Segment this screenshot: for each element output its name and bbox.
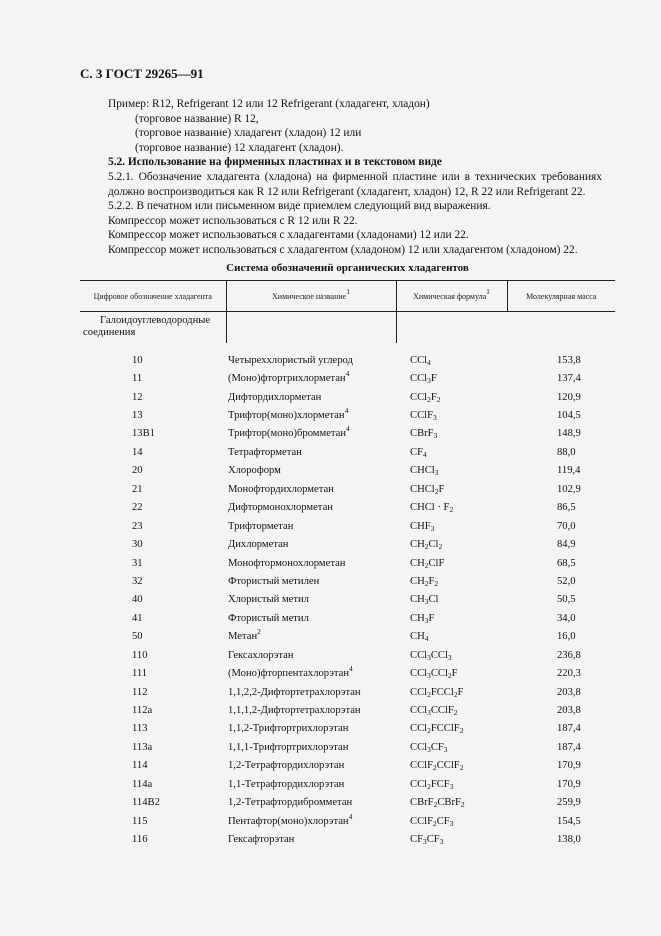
formula-cell	[396, 572, 507, 590]
refrigerant-code-cell: 115	[132, 815, 148, 827]
molar-mass-cell: 119,4	[557, 465, 581, 477]
formula-part: 3	[433, 431, 438, 441]
column-header-chemical-name-text: Химическое название	[272, 291, 347, 301]
molar-mass-cell: 104,5	[557, 410, 581, 422]
formula-part: CHF	[410, 520, 431, 532]
formula-part: CCl	[410, 373, 428, 385]
formula-part: 3	[427, 671, 431, 681]
formula-part: 3	[432, 413, 437, 423]
formula-cell	[396, 480, 507, 498]
formula-part: CClF	[410, 410, 433, 422]
table-row	[80, 425, 615, 443]
table-row	[80, 609, 615, 627]
formula-part: 2	[453, 689, 458, 699]
formula-part: CH	[410, 539, 425, 551]
chemical-name-cell	[226, 701, 396, 719]
formula-part: 2	[432, 818, 437, 828]
formula-part: CCl	[410, 391, 428, 403]
formula-cell	[396, 351, 507, 369]
empty-cell	[507, 312, 615, 352]
chemical-name-cell	[226, 664, 396, 682]
formula-part: FCF	[430, 778, 450, 790]
formula-cell	[396, 701, 507, 719]
formula-part: CClF	[436, 760, 460, 772]
footnote-mark: 4	[346, 424, 350, 434]
formula-part: CCl	[430, 649, 448, 661]
refrigerant-code-cell: 20	[132, 465, 143, 477]
formula-part: Cl	[428, 539, 439, 551]
formula-part: CClF	[430, 705, 454, 717]
chemical-name: Трифтор(моно)хлорметан	[228, 410, 345, 422]
chemical-name-cell	[226, 369, 396, 387]
chemical-name: 1,2-Тетрафтордихлорэтан	[228, 760, 345, 772]
column-header-code: Цифровое обозначение хладагента	[80, 281, 226, 312]
formula-part: CCl	[410, 705, 428, 717]
formula-part: 2	[427, 726, 431, 736]
formula-part: FCCl	[430, 686, 454, 698]
formula-part: CCl	[410, 649, 428, 661]
formula-part: 3	[447, 652, 452, 662]
formula-cell	[396, 628, 507, 646]
molar-mass-cell: 50,5	[557, 594, 576, 606]
formula-part: CH	[410, 575, 425, 587]
formula-cell	[396, 720, 507, 738]
column-rule	[396, 306, 397, 343]
chemical-name: 1,1,1-Трифтортрихлорэтан	[228, 741, 349, 753]
formula-part: 3	[422, 837, 427, 847]
chemical-name: Тетрафторметан	[228, 446, 302, 458]
molar-mass-cell: 203,8	[557, 705, 581, 717]
formula-part: 3	[439, 837, 444, 847]
molar-mass-cell: 138,0	[557, 834, 581, 846]
table-row	[80, 757, 615, 775]
column-header-chemical-name	[226, 281, 396, 312]
chemical-name: Пентафтор(моно)хлорэтан	[228, 815, 349, 827]
table-row	[80, 388, 615, 406]
chemical-name-cell	[226, 480, 396, 498]
molar-mass-cell: 220,3	[557, 668, 581, 680]
document-body	[80, 97, 602, 258]
refrigerant-code-cell: 113	[132, 723, 148, 735]
refrigerant-code-cell: 114	[132, 760, 148, 772]
table-row	[80, 683, 615, 701]
formula-part: 2	[434, 486, 439, 496]
formula-part: 2	[459, 763, 464, 773]
empty-cell	[226, 312, 396, 352]
column-header-formula	[396, 281, 507, 312]
formula-part: 2	[459, 726, 464, 736]
formula-part: F	[457, 686, 464, 698]
paragraph-5-2-1: 5.2.1. Обозначение хладагента (хладона) на фирменной пластине или в технических требованиях должно воспроизводиться как R 12 или Refrigerant (хладагент, хладон) 12, R 22 или Refrigerant 22.	[108, 170, 602, 198]
chemical-name: Трифтор(моно)бромметан	[228, 428, 347, 440]
chemical-name: (Моно)фтортрихлорметан	[228, 373, 346, 385]
refrigerant-code-cell: 12	[132, 391, 143, 403]
column-rule	[226, 306, 227, 343]
molar-mass-cell: 16,0	[557, 631, 576, 643]
chemical-name-cell	[226, 443, 396, 461]
formula-part: 3	[427, 376, 431, 386]
refrigerant-code-cell: 111	[132, 668, 148, 680]
formula-cell	[396, 775, 507, 793]
table-row	[80, 535, 615, 553]
table-row	[80, 738, 615, 756]
formula-part: CClF	[410, 760, 433, 772]
formula-part: F	[451, 668, 458, 680]
table-title: Система обозначений органических хладагентов	[226, 262, 469, 274]
molar-mass-cell: 187,4	[557, 741, 581, 753]
chemical-name-cell	[226, 775, 396, 793]
chemical-name: (Моно)фторпентахлорэтан	[228, 668, 350, 680]
example-line-3: (торговое название) хладагент (хладон) 12 или	[135, 127, 362, 140]
chemical-name-cell	[226, 517, 396, 535]
formula-part: CH	[410, 594, 425, 606]
refrigerant-code-cell: 112	[132, 686, 148, 698]
table-row	[80, 443, 615, 461]
footnote-mark: 2	[257, 627, 261, 637]
molar-mass-cell: 153,8	[557, 354, 581, 366]
chemical-name-cell	[226, 554, 396, 572]
refrigerant-code-cell: 50	[132, 631, 143, 643]
chemical-name-cell	[226, 535, 396, 553]
formula-cell	[396, 406, 507, 424]
page-header: С. 3 ГОСТ 29265—91	[80, 66, 204, 81]
chemical-name-cell	[226, 609, 396, 627]
table-row	[80, 628, 615, 646]
chemical-name-cell	[226, 462, 396, 480]
column-header-molar-mass: Молекулярная масса	[507, 281, 615, 312]
formula-part: 3	[449, 818, 454, 828]
molar-mass-cell: 203,8	[557, 686, 581, 698]
formula-part: CF	[436, 815, 450, 827]
chemical-name-cell	[226, 683, 396, 701]
formula-part: CCl	[410, 354, 428, 366]
formula-part: CF	[410, 446, 423, 458]
refrigerant-code-cell: 112а	[132, 705, 153, 717]
molar-mass-cell: 70,0	[557, 520, 576, 532]
chemical-name: Трифторметан	[228, 520, 294, 532]
formula-cell	[396, 369, 507, 387]
molar-mass-cell: 84,9	[557, 539, 576, 551]
chemical-name-cell	[226, 591, 396, 609]
formula-cell	[396, 738, 507, 756]
table-row	[80, 554, 615, 572]
formula-part: ClF	[428, 557, 445, 569]
molar-mass-cell: 137,4	[557, 373, 581, 385]
formula-cell	[396, 812, 507, 830]
formula-part: 2	[427, 781, 431, 791]
table-row	[80, 499, 615, 517]
footnote-mark: 1	[346, 286, 350, 296]
column-header-formula-text: Химическая формула	[413, 291, 487, 301]
formula-part: CClF	[410, 815, 433, 827]
molar-mass-cell: 236,8	[557, 649, 581, 661]
formula-part: 3	[449, 781, 454, 791]
table-row	[80, 406, 615, 424]
refrigerant-code-cell: 32	[132, 575, 143, 587]
formula-cell	[396, 794, 507, 812]
chemical-name: Дифтордихлорметан	[228, 391, 322, 403]
formula-cell	[396, 535, 507, 553]
chemical-name-cell	[226, 794, 396, 812]
table-row	[80, 812, 615, 830]
formula-part: 2	[424, 560, 429, 570]
molar-mass-cell: 88,0	[557, 446, 576, 458]
formula-part: CH	[410, 631, 425, 643]
formula-part: CH	[410, 612, 425, 624]
table-row	[80, 462, 615, 480]
formula-cell	[396, 425, 507, 443]
formula-part: 4	[422, 449, 427, 459]
chemical-name: 1,1,2,2-Дифтортетрахлорэтан	[228, 686, 361, 698]
formula-part: CHCl · F	[410, 502, 450, 514]
refrigerant-code-cell: 21	[132, 483, 143, 495]
molar-mass-cell: 120,9	[557, 391, 581, 403]
refrigerant-code-cell: 116	[132, 834, 148, 846]
formula-part: 2	[453, 708, 458, 718]
table-row	[80, 830, 615, 848]
compressor-line-2: Компрессор может использоваться с хладагентами (хладонами) 12 или 22.	[108, 229, 469, 242]
refrigerant-code-cell: 22	[132, 502, 143, 514]
formula-part: 2	[433, 800, 438, 810]
chemical-name: Дифтормонохлорметан	[228, 502, 333, 514]
formula-part: CBrF	[410, 428, 434, 440]
formula-cell	[396, 646, 507, 664]
table-row	[80, 517, 615, 535]
chemical-name: Монофтормонохлорметан	[228, 557, 346, 569]
molar-mass-cell: 148,9	[557, 428, 581, 440]
formula-part: 2	[436, 394, 441, 404]
chemical-name: 1,1-Тетрафтордихлорэтан	[228, 778, 345, 790]
formula-part: CCl	[430, 668, 448, 680]
formula-cell	[396, 664, 507, 682]
formula-cell	[396, 499, 507, 517]
formula-part: CCl	[410, 723, 428, 735]
chemical-name: Фтористый метилен	[228, 575, 320, 587]
table-row	[80, 720, 615, 738]
formula-part: CF	[410, 834, 423, 846]
chemical-name: Дихлорметан	[228, 539, 289, 551]
footnote-mark: 4	[345, 369, 350, 379]
formula-part: 2	[438, 542, 443, 552]
chemical-name: Метан	[228, 631, 258, 643]
formula-cell	[396, 609, 507, 627]
chemical-name: Монофтордихлорметан	[228, 483, 334, 495]
chemical-name-cell	[226, 720, 396, 738]
formula-part: F	[430, 373, 437, 385]
empty-cell	[396, 312, 507, 352]
refrigerant-code-cell: 13	[132, 410, 143, 422]
table-row	[80, 480, 615, 498]
formula-part: 3	[434, 468, 439, 478]
refrigerant-table	[80, 280, 615, 849]
refrigerant-code-cell: 113а	[132, 741, 153, 753]
table-row	[80, 351, 615, 369]
footnote-mark: 4	[344, 406, 349, 416]
example-line-1: Пример: R12, Refrigerant 12 или 12 Refrigerant (хладагент, хладон)	[108, 98, 430, 110]
refrigerant-code-cell: 14	[132, 446, 143, 458]
table-row	[80, 664, 615, 682]
chemical-name-cell	[226, 425, 396, 443]
formula-part: CCl	[410, 686, 428, 698]
formula-cell	[396, 388, 507, 406]
refrigerant-code-cell: 40	[132, 594, 143, 606]
formula-part: 3	[427, 744, 431, 754]
formula-part: 3	[430, 523, 435, 533]
example-line-2: (торговое название) R 12,	[135, 112, 259, 125]
table-row	[80, 775, 615, 793]
formula-part: FCClF	[430, 723, 460, 735]
formula-part: F	[428, 612, 435, 624]
chemical-name: 1,1,1,2-Дифтортетрахлорэтан	[228, 705, 361, 717]
formula-part: CF	[426, 834, 440, 846]
footnote-mark: 4	[348, 811, 353, 821]
molar-mass-cell: 86,5	[557, 502, 576, 514]
formula-part: 3	[424, 615, 429, 625]
formula-part: 4	[424, 634, 429, 644]
formula-part: CCl	[410, 741, 428, 753]
footnote-mark: 4	[349, 664, 353, 674]
formula-cell	[396, 554, 507, 572]
formula-part: 3	[424, 597, 429, 607]
formula-cell	[396, 462, 507, 480]
molar-mass-cell: 170,9	[557, 760, 581, 772]
section-heading: 5.2. Использование на фирменных пластинах и в текстовом виде	[108, 156, 442, 169]
formula-part: Cl	[428, 594, 439, 606]
formula-part: 2	[424, 542, 429, 552]
refrigerant-code-cell: 110	[132, 649, 148, 661]
formula-cell	[396, 443, 507, 461]
formula-part: CBrF	[410, 797, 434, 809]
formula-part: 2	[449, 505, 454, 515]
formula-part: 4	[427, 357, 431, 367]
formula-part: CCl	[410, 778, 428, 790]
compressor-line-3: Компрессор может использоваться с хладагентом (хладоном) 12 или хладагентом (хладоном) 22.	[108, 243, 578, 256]
chemical-name-cell	[226, 738, 396, 756]
formula-part: CHCl	[410, 465, 435, 477]
chemical-name: Фтористый метил	[228, 612, 309, 624]
chemical-name-cell	[226, 499, 396, 517]
formula-cell	[396, 591, 507, 609]
refrigerant-code-cell: 114B2	[132, 797, 160, 809]
molar-mass-cell: 170,9	[557, 778, 581, 790]
molar-mass-cell: 154,5	[557, 815, 581, 827]
refrigerant-code-cell: 13B1	[132, 428, 155, 440]
chemical-name-cell	[226, 388, 396, 406]
table-row	[80, 369, 615, 387]
table-body	[80, 312, 615, 849]
formula-part: CHCl	[410, 483, 435, 495]
formula-part: F	[438, 483, 445, 495]
molar-mass-cell: 52,0	[557, 575, 576, 587]
compressor-line-1: Компрессор может использоваться с R 12 или R 22.	[108, 214, 358, 227]
chemical-name: Гексахлорэтан	[228, 649, 294, 661]
formula-part: 2	[424, 578, 429, 588]
table-row	[80, 701, 615, 719]
refrigerant-code-cell: 23	[132, 520, 143, 532]
formula-part: 2	[427, 689, 431, 699]
refrigerant-code-cell: 10	[132, 354, 143, 366]
refrigerant-code-cell: 41	[132, 612, 143, 624]
formula-part: 2	[460, 800, 465, 810]
molar-mass-cell: 102,9	[557, 483, 581, 495]
example-line-4: (торговое название) 12 хладагент (хладон).	[135, 141, 344, 154]
chemical-name: 1,1,2-Трифтортрихлорэтан	[228, 723, 349, 735]
refrigerant-code-cell: 30	[132, 539, 143, 551]
refrigerant-code-cell: 31	[132, 557, 143, 569]
formula-part: 2	[447, 671, 452, 681]
formula-cell	[396, 830, 507, 848]
table-row	[80, 591, 615, 609]
molar-mass-cell: 68,5	[557, 557, 576, 569]
refrigerant-code-cell: 11	[132, 373, 143, 385]
chemical-name-cell	[226, 812, 396, 830]
molar-mass-cell: 34,0	[557, 612, 576, 624]
formula-part: CCl	[410, 668, 428, 680]
formula-part: 2	[432, 763, 437, 773]
formula-part: F	[428, 575, 435, 587]
footnote-mark: 1	[486, 286, 490, 296]
chemical-name-cell	[226, 572, 396, 590]
chemical-name: Хлороформ	[228, 465, 281, 477]
formula-part: F	[430, 391, 437, 403]
chemical-name-cell	[226, 406, 396, 424]
paragraph-5-2-2: 5.2.2. В печатном или письменном виде приемлем следующий вид выражения.	[108, 200, 491, 213]
table-header-row	[80, 281, 615, 312]
molar-mass-cell: 187,4	[557, 723, 581, 735]
formula-part: CH	[410, 557, 425, 569]
table-row	[80, 572, 615, 590]
formula-part: 3	[427, 652, 431, 662]
chemical-name-cell	[226, 351, 396, 369]
formula-part: CF	[430, 741, 444, 753]
chemical-name: Хлористый метил	[228, 594, 309, 606]
chemical-name-cell	[226, 646, 396, 664]
chemical-name: Четыреххлористый углерод	[228, 354, 353, 366]
formula-part: 3	[443, 744, 448, 754]
molar-mass-cell: 259,9	[557, 797, 581, 809]
chemical-name: 1,2-Тетрафтордибромметан	[228, 797, 353, 809]
table-row	[80, 646, 615, 664]
formula-part: 2	[427, 394, 431, 404]
formula-part: 2	[434, 578, 439, 588]
formula-cell	[396, 683, 507, 701]
chemical-name-cell	[226, 757, 396, 775]
formula-cell	[396, 517, 507, 535]
formula-part: CBrF	[437, 797, 461, 809]
table-row	[80, 794, 615, 812]
group-label-cell: Галоидоуглеводородные соединения	[83, 315, 211, 338]
table-group-row	[80, 312, 615, 352]
chemical-name-cell	[226, 628, 396, 646]
chemical-name: Гексафторэтан	[228, 834, 295, 846]
formula-part: 3	[427, 708, 431, 718]
formula-cell	[396, 757, 507, 775]
refrigerant-code-cell: 114а	[132, 778, 153, 790]
chemical-name-cell	[226, 830, 396, 848]
